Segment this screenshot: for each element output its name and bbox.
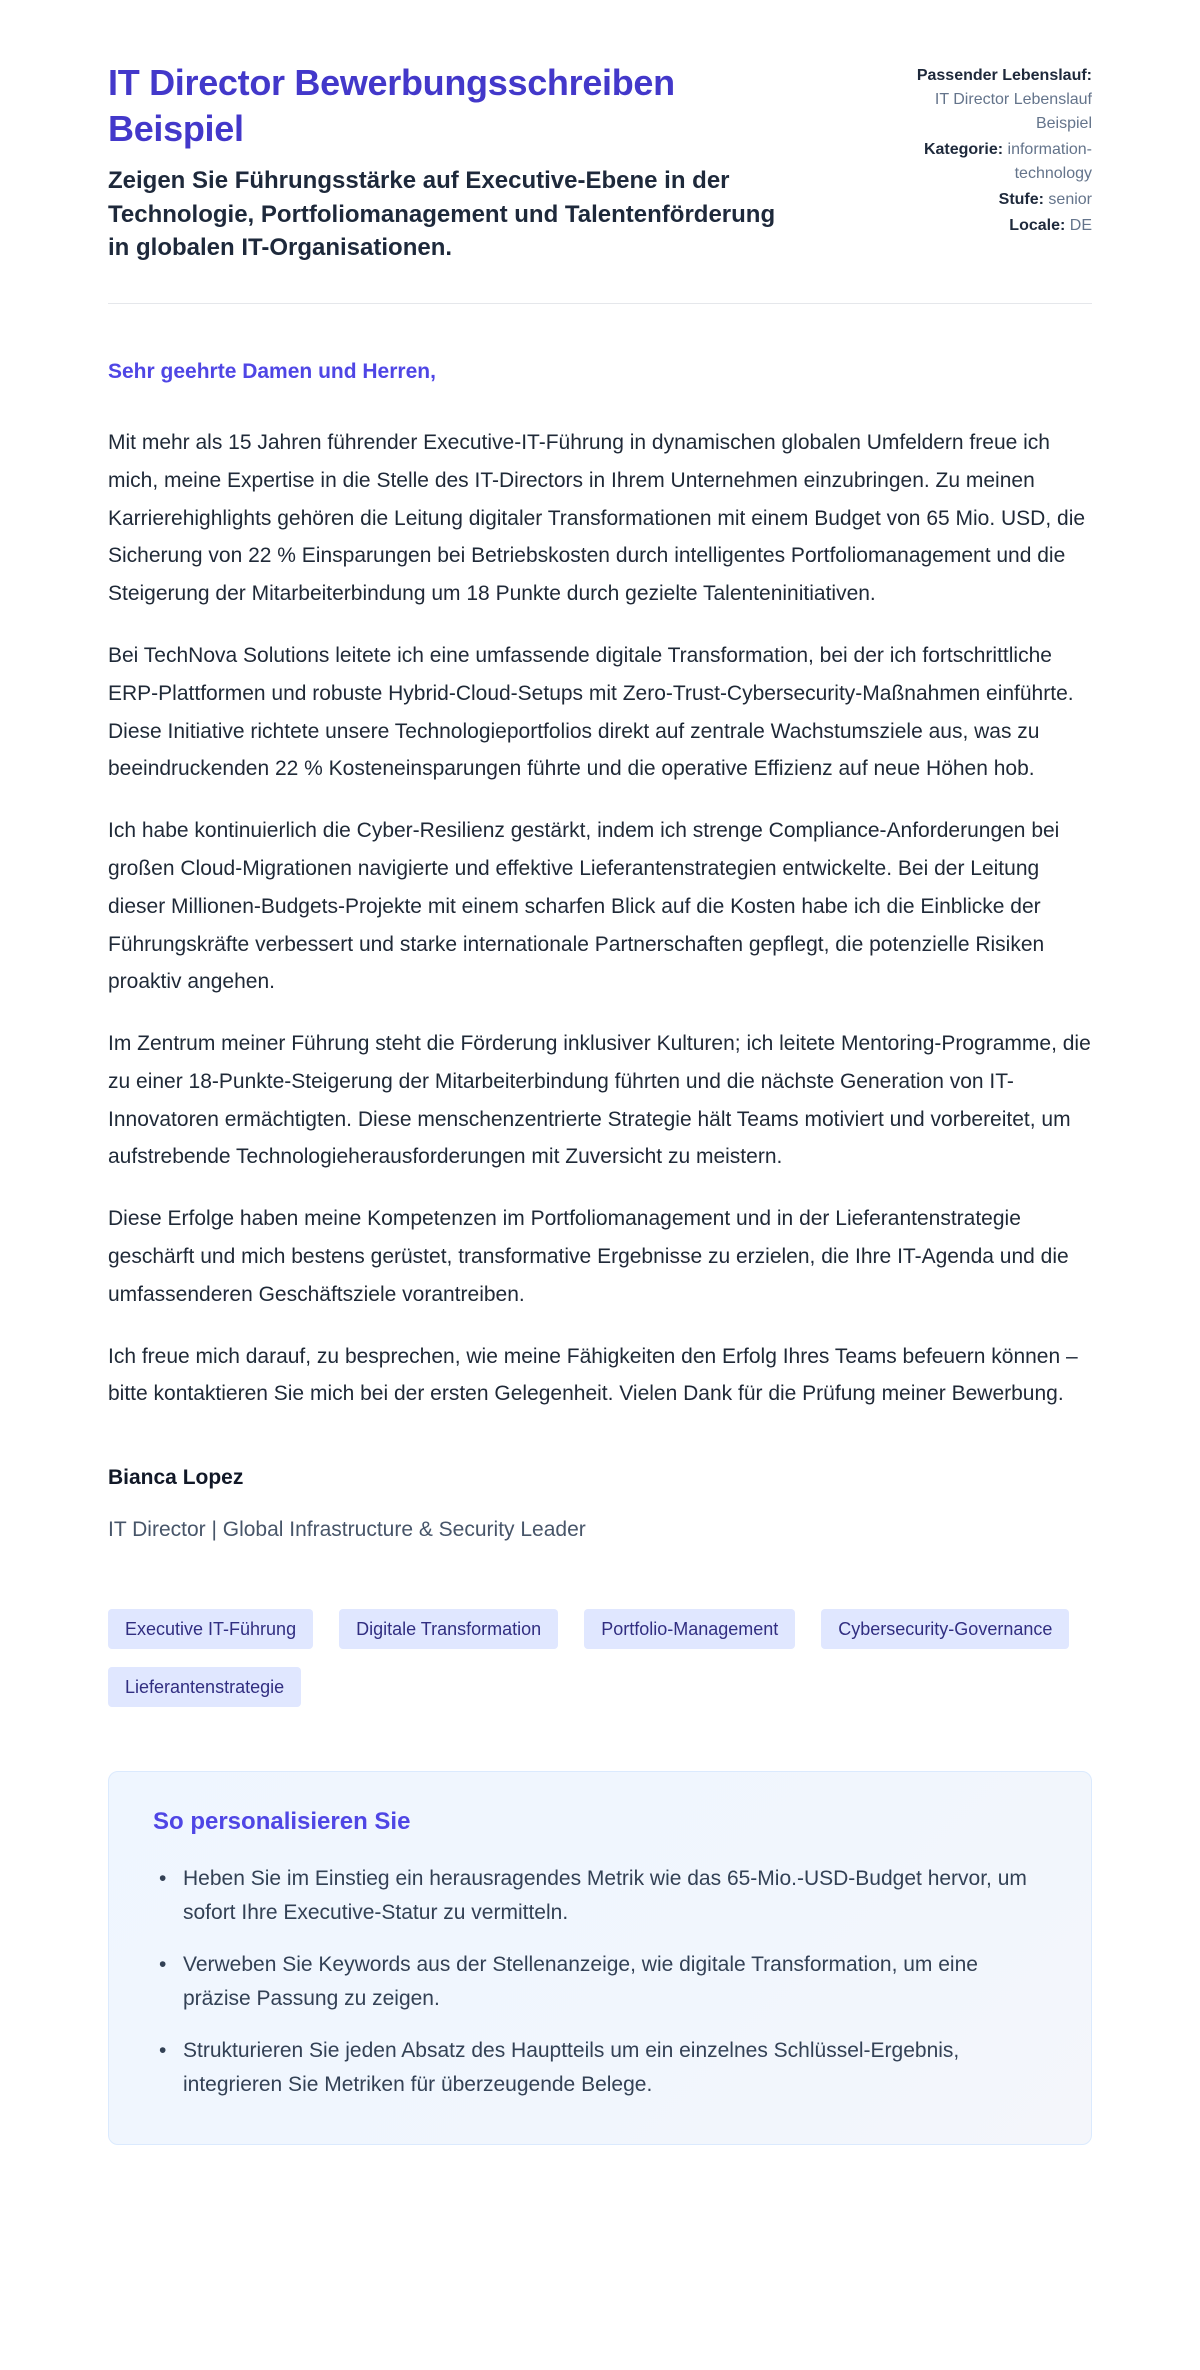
cover-letter-body — [108, 304, 1092, 2145]
letter-paragraph: Ich habe kontinuierlich die Cyber-Resilienz gestärkt, indem ich strenge Compliance-Anforderungen bei großen Cloud-Migrationen navigierte und effektive Lieferantenstrategien entwickelte. Bei der Leitung dieser Millionen-Budgets-Projekte mit einem scharfen Blick auf die Kosten habe ich die Einblicke der Führungskräfte verbessert und starke internationale Partnerschaften gepflegt, die potenzielle Risiken proaktiv angehen. — [108, 819, 1060, 994]
header-text-block — [108, 60, 780, 265]
signature-role: IT Director | Global Infrastructure & Security Leader — [108, 1518, 586, 1542]
keyword-tag: Portfolio-Management — [584, 1609, 795, 1649]
meta-item-category — [907, 138, 1092, 186]
tip-item: • Verweben Sie Keywords aus der Stellenanzeige, wie digitale Transformation, um eine präzise Passung zu zeigen. — [153, 1948, 1033, 2016]
meta-value: IT Director Lebenslauf Beispiel — [934, 91, 1092, 132]
meta-value: DE — [1069, 217, 1092, 234]
keyword-tag: Executive IT-Führung — [108, 1609, 313, 1649]
signature-name: Bianca Lopez — [108, 1466, 244, 1490]
tip-item: • Heben Sie im Einstieg ein herausragendes Metrik wie das 65-Mio.-USD-Budget hervor, um sofort Ihre Executive-Statur zu vermitteln. — [153, 1862, 1033, 1930]
letter-paragraph: Diese Erfolge haben meine Kompetenzen im Portfoliomanagement und in der Lieferantenstrategie geschärft und mich bestens gerüstet, transformative Ergebnisse zu erzielen, die Ihre IT-Agenda und die umfassenderen Geschäftsziele vorantreiben. — [108, 1207, 1069, 1306]
meta-value: senior — [1048, 191, 1092, 208]
letter-paragraph: Mit mehr als 15 Jahren führender Executive-IT-Führung in dynamischen globalen Umfeldern freue ich mich, meine Expertise in die Stelle des IT-Directors in Ihrem Unternehmen einzubringen. Zu meinen Karrierehighlights gehören die Leitung digitaler Transformationen mit einem Budget von 65 Mio. USD, die Sicherung von 22 % Einsparungen bei Betriebskosten durch intelligentes Portfoliomanagement und die Steigerung der Mitarbeiterbindung um 18 Punkte durch gezielte Talenteninitiativen. — [108, 430, 1086, 606]
keyword-tag: Cybersecurity-Governance — [821, 1609, 1069, 1649]
letter-paragraph: Bei TechNova Solutions leitete ich eine umfassende digitale Transformation, bei der ich fortschrittliche ERP-Plattformen und robuste Hybrid-Cloud-Setups mit Zero-Trust-Cybersecurity-Maßnahmen einführte. Diese Initiative richtete unsere Technologieportfolios direkt auf zentrale Wachstumsziele aus, was zu beeindruckenden 22 % Kosteneinsparungen führte und die operative Effizienz auf neue Höhen hob. — [108, 643, 1074, 781]
letter-greeting: Sehr geehrte Damen und Herren, — [108, 359, 436, 383]
keyword-tag-list — [108, 1609, 1092, 1707]
meta-label: Locale: — [1009, 217, 1066, 234]
page-title-line-2: Beispiel — [108, 108, 244, 150]
page-title-line-1: IT Director Bewerbungsschreiben — [108, 62, 675, 103]
page-subtitle: Zeigen Sie Führungsstärke auf Executive-Ebene in der Technologie, Portfoliomanagement und Talentenförderung in globalen IT-Organisationen. — [108, 167, 776, 262]
letter-paragraph: Ich freue mich darauf, zu besprechen, wie meine Fähigkeiten den Erfolg Ihres Teams befeuern können – bitte kontaktieren Sie mich bei der ersten Gelegenheit. Vielen Dank für die Prüfung meiner Bewerbung. — [108, 1344, 1078, 1406]
keyword-tag: Digitale Transformation — [339, 1609, 558, 1649]
meta-item-level — [907, 188, 1092, 212]
tips-list — [153, 1862, 1047, 2102]
letter-paragraph: Im Zentrum meiner Führung steht die Förderung inklusiver Kulturen; ich leitete Mentoring-Programme, die zu einer 18-Punkte-Steigerung der Mitarbeiterbindung führten und die nächste Generation von IT-Innovatoren ermächtigten. Diese menschenzentrierte Strategie hält Teams motiviert und vorbereitet, um aufstrebende Technologieherausforderungen mit Zuversicht zu meistern. — [108, 1032, 1091, 1169]
meta-panel — [907, 60, 1092, 240]
meta-label: Stufe: — [998, 191, 1044, 208]
header — [108, 60, 1092, 304]
tips-title: So personalisieren Sie — [153, 1807, 411, 1835]
meta-item-locale — [907, 214, 1092, 238]
tip-item: • Strukturieren Sie jeden Absatz des Hauptteils um ein einzelnes Schlüssel-Ergebnis, integrieren Sie Metriken für überzeugende Belege. — [153, 2034, 1033, 2102]
keyword-tag: Lieferantenstrategie — [108, 1667, 301, 1707]
meta-item-matching-resume — [907, 64, 1092, 136]
meta-label: Passender Lebenslauf: — [916, 67, 1092, 84]
page-title — [108, 60, 780, 152]
meta-value: information-technology — [1007, 141, 1092, 182]
personalization-tips-box — [108, 1771, 1092, 2145]
meta-label: Kategorie: — [923, 141, 1004, 158]
signature-block — [108, 1459, 1092, 1549]
